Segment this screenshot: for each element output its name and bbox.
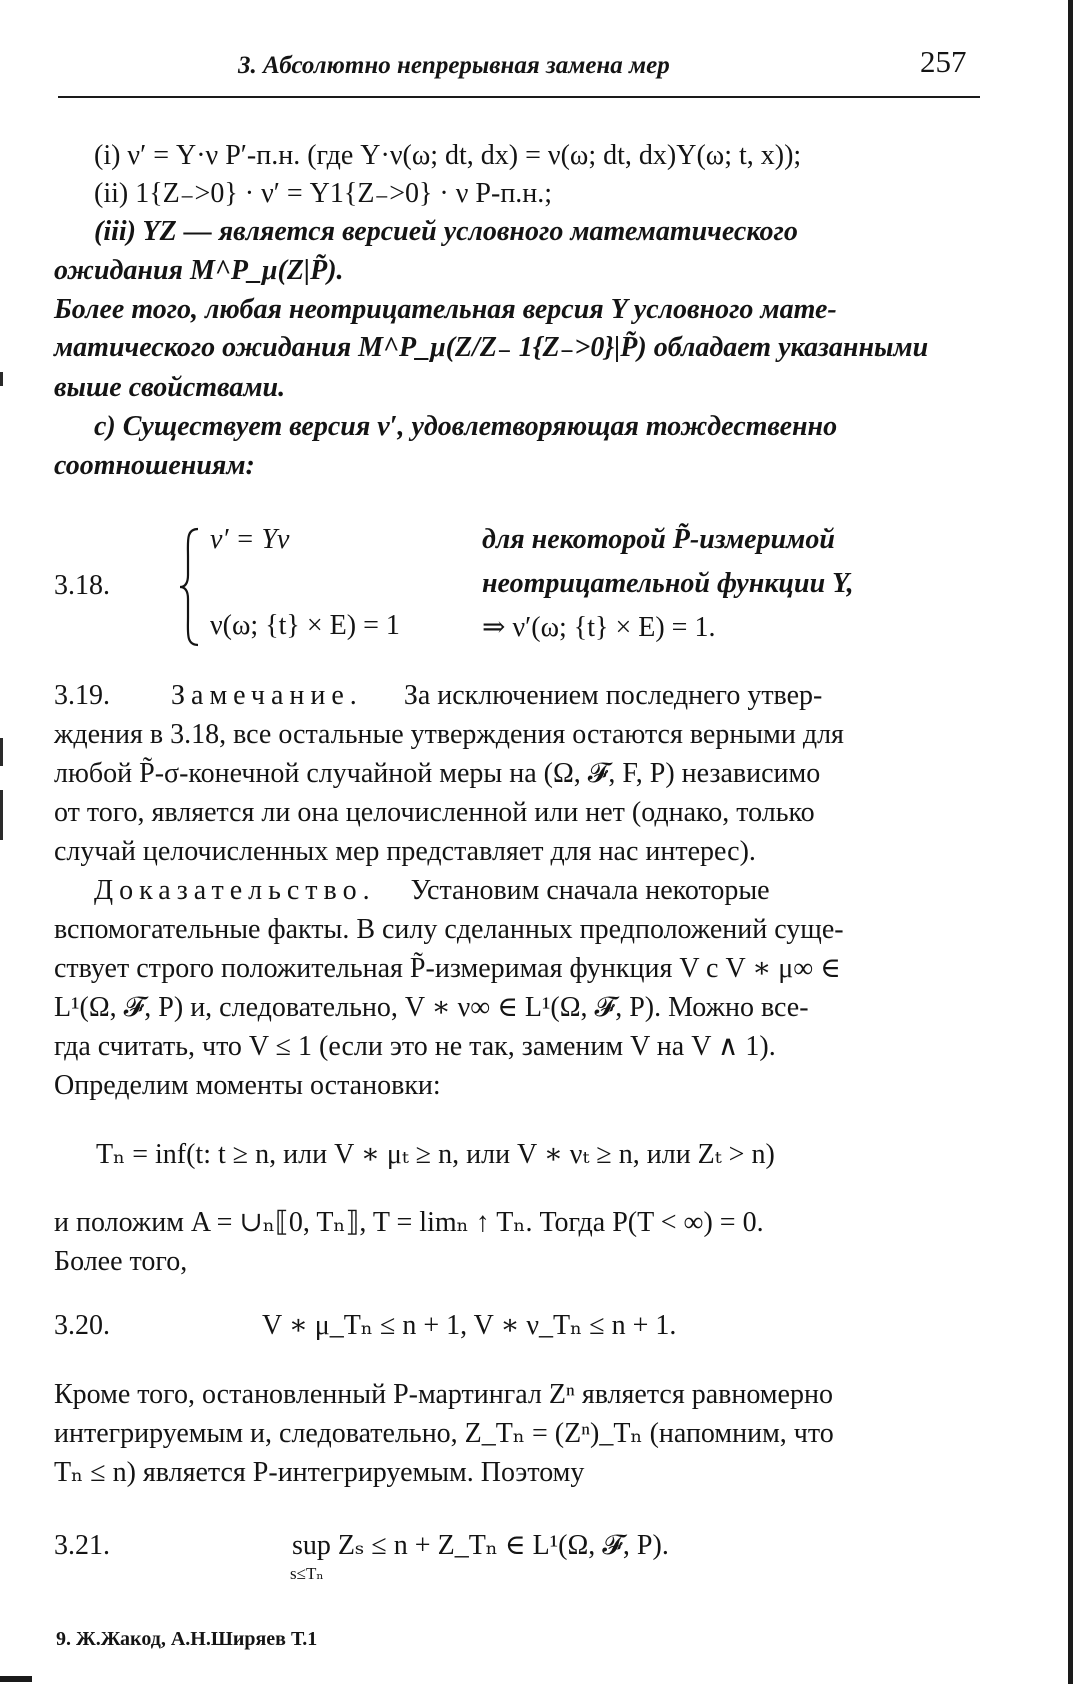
formula-3-21-subscript: s≤Tₙ: [290, 1564, 324, 1583]
section-title: 3. Абсолютно непрерывная замена мер: [238, 52, 670, 79]
proof-line: L¹(Ω, 𝓕, P) и, следовательно, V ∗ ν∞ ∈ L¹(Ω, 𝓕, P). Можно все-: [54, 992, 809, 1023]
remark-text: За исключением последнего утвер-: [403, 680, 823, 711]
proof-line: Определим моменты остановки:: [54, 1070, 441, 1101]
proof-first-line: [54, 873, 1024, 909]
remark-line: от того, является ли она целочисленной или нет (однако, только: [54, 797, 815, 828]
footer-signature: 9. Ж.Жакод, А.Н.Ширяев Т.1: [56, 1628, 318, 1650]
proof-line: Более того,: [54, 1246, 188, 1277]
tail-line: Кроме того, остановленный P-мартингал Zⁿ является равномерно: [54, 1379, 833, 1410]
remark-first-line: [54, 678, 984, 714]
proof-text: Установим сначала некоторые: [410, 875, 770, 906]
tail-line: интегрируемым и, следовательно, Z_Tₙ = (Zⁿ)_Tₙ (напомним, что: [54, 1418, 834, 1449]
scan-edge-right: [1068, 0, 1073, 1684]
scan-mark: [0, 372, 3, 386]
eq-row2-right: неотрицательной функции Y,: [482, 568, 854, 599]
more-line: Более того, любая неотрицательная версия Y условного мате-: [54, 294, 837, 325]
formula-tn: Tₙ = inf(t: t ≥ n, или V ∗ μₜ ≥ n, или V ∗ νₜ ≥ n, или Zₜ > n): [96, 1139, 775, 1170]
scan-mark: [0, 790, 3, 840]
formula-3-20: V ∗ μ_Tₙ ≤ n + 1, V ∗ ν_Tₙ ≤ n + 1.: [262, 1310, 677, 1341]
equation-number: 3.20.: [54, 1310, 110, 1341]
eq-row1-left: ν′ = Yν: [210, 524, 290, 555]
proof-line: гда считать, что V ≤ 1 (если это не так, заменим V на V ∧ 1).: [54, 1031, 776, 1062]
proof-line: вспомогательные факты. В силу сделанных предположений суще-: [54, 914, 844, 945]
eq-row1-right: для некоторой P̃-измеримой: [482, 524, 835, 555]
remark-label: 3.19.: [54, 680, 110, 711]
remark-line: ждения в 3.18, все остальные утверждения остаются верными для: [54, 719, 844, 750]
eq-row3-right: ⇒ ν′(ω; {t} × E) = 1.: [482, 612, 716, 643]
formula-3-21: sup Zₛ ≤ n + Z_Tₙ ∈ L¹(Ω, 𝓕, P).: [292, 1530, 669, 1561]
item-i: (i) ν′ = Y·ν P′-п.н. (где Y·ν(ω; dt, dx) = ν(ω; dt, dx)Y(ω; t, x));: [94, 140, 802, 171]
eq-row3-left: ν(ω; {t} × E) = 1: [210, 610, 400, 641]
item-iii-cont: ожидания M^P_μ(Z|P̃).: [54, 255, 344, 286]
item-c-cont: соотношениям:: [54, 450, 255, 481]
proof-line: ствует строго положительная P̃-измеримая функция V с V ∗ μ∞ ∈: [54, 953, 841, 984]
item-iii: (iii) YZ — является версией условного математического: [94, 216, 798, 247]
scan-mark: [0, 738, 3, 766]
proof-line: и положим A = ∪ₙ⟦0, Tₙ⟧, T = limₙ ↑ Tₙ. Тогда P(T < ∞) = 0.: [54, 1207, 764, 1238]
item-ii: (ii) 1{Z₋>0} · ν′ = Y1{Z₋>0} · ν P-п.н.;: [94, 178, 553, 209]
remark-line: любой P̃-σ-конечной случайной меры на (Ω, 𝓕, F, P) независимо: [54, 758, 821, 789]
header-rule: [58, 96, 980, 98]
running-header: [58, 42, 978, 90]
page-number: 257: [920, 44, 967, 79]
proof-title: Доказательство.: [94, 875, 376, 906]
more-line: матического ожидания M^P_μ(Z/Z₋ 1{Z₋>0}|P̃) обладает указанными: [54, 332, 929, 363]
more-line: выше свойствами.: [54, 372, 286, 403]
equation-number: 3.21.: [54, 1530, 110, 1561]
remark-title: Замечание.: [171, 680, 363, 711]
left-brace: [178, 527, 200, 647]
item-c: c) Существует версия ν′, удовлетворяющая тождественно: [94, 411, 838, 442]
scan-edge-bottom: [0, 1676, 32, 1682]
equation-number: 3.18.: [54, 570, 110, 601]
tail-line: Tₙ ≤ n) является P-интегрируемым. Поэтому: [54, 1457, 585, 1488]
remark-line: случай целочисленных мер представляет для нас интерес).: [54, 836, 756, 867]
